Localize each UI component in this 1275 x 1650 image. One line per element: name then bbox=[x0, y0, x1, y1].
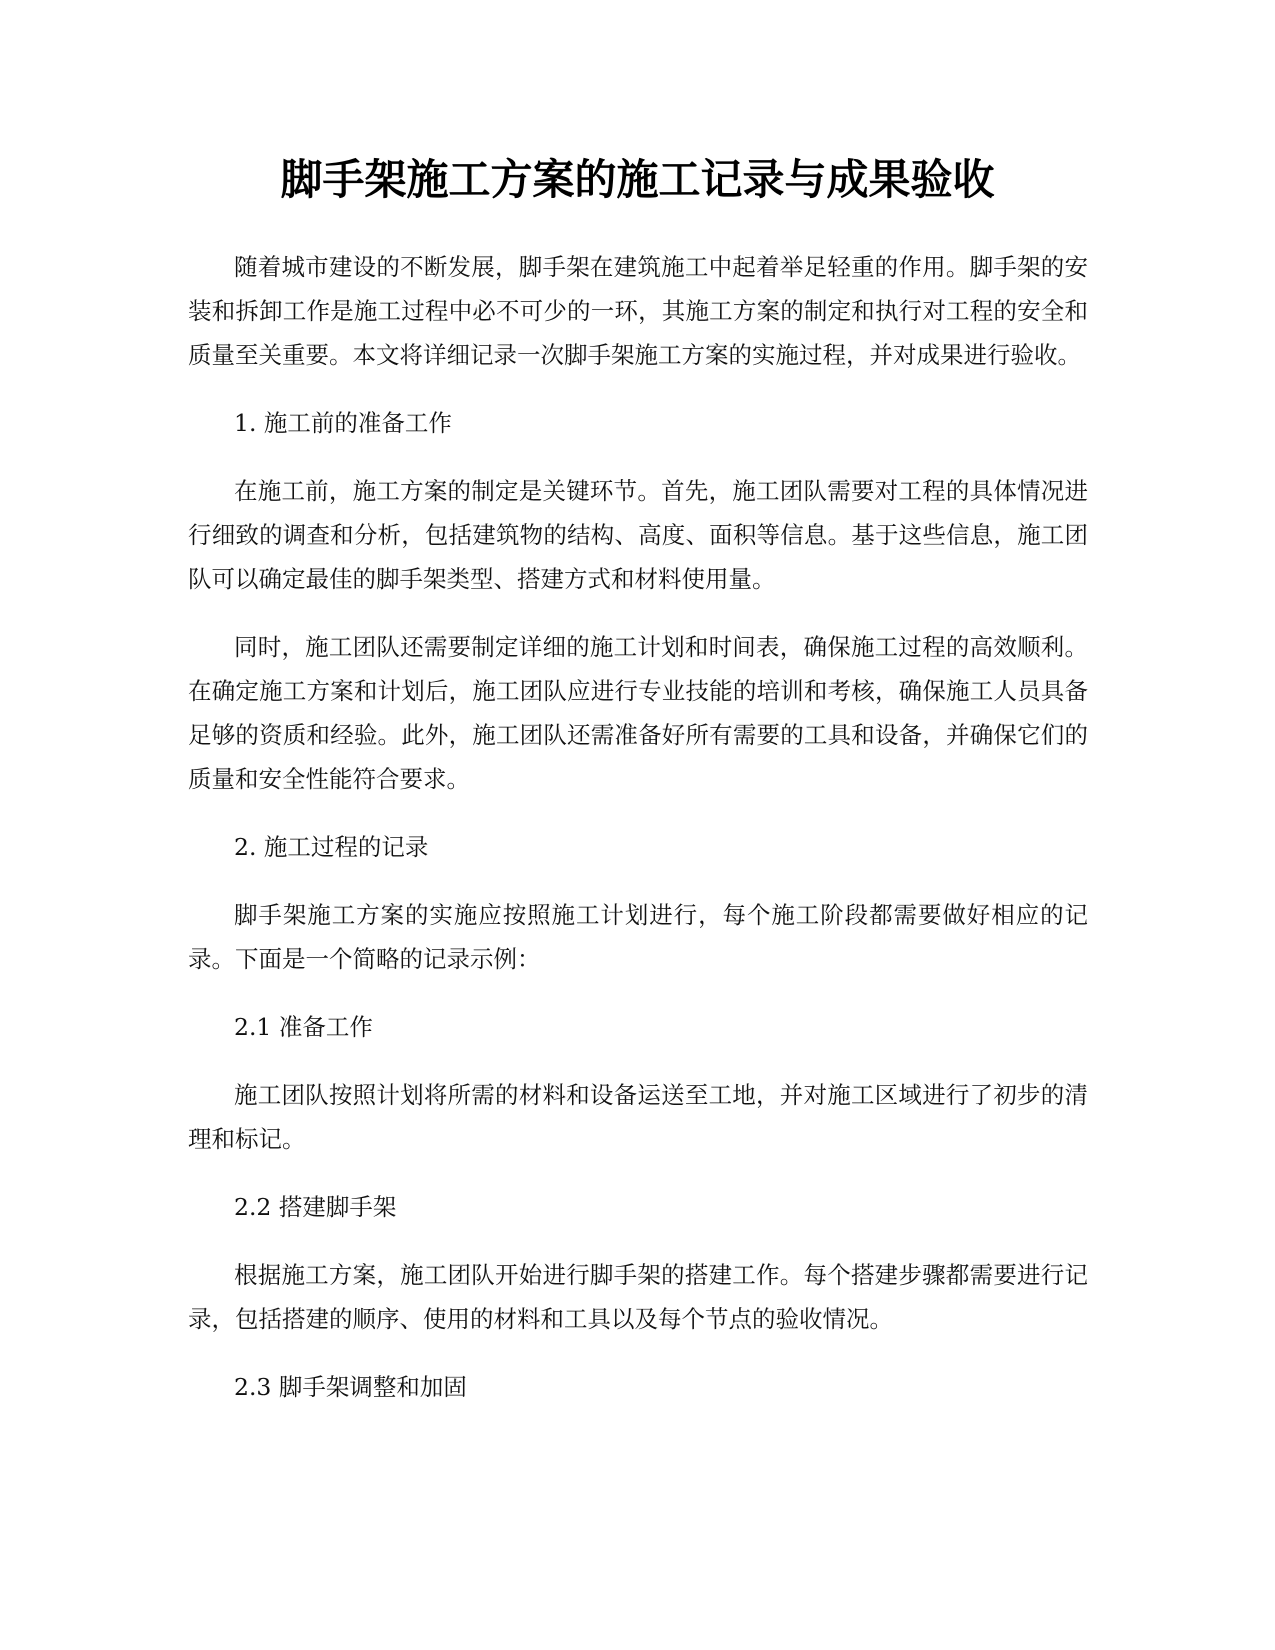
section-heading: 1. 施工前的准备工作 bbox=[234, 409, 452, 437]
section-heading: 2. 施工过程的记录 bbox=[234, 833, 429, 861]
body-paragraph: 根据施工方案，施工团队开始进行脚手架的搭建工作。每个搭建步骤都需要进行记录，包括搭建的顺序、使用的材料和工具以及每个节点的验收情况。 bbox=[188, 1261, 1088, 1333]
document-body bbox=[188, 245, 1088, 1433]
intro-paragraph: 随着城市建设的不断发展，脚手架在建筑施工中起着举足轻重的作用。脚手架的安装和拆卸工作是施工过程中必不可少的一环，其施工方案的制定和执行对工程的安全和质量至关重要。本文将详细记录一次脚手架施工方案的实施过程，并对成果进行验收。 bbox=[188, 253, 1088, 369]
body-paragraph: 施工团队按照计划将所需的材料和设备运送至工地，并对施工区域进行了初步的清理和标记。 bbox=[188, 1081, 1088, 1153]
body-paragraph: 同时，施工团队还需要制定详细的施工计划和时间表，确保施工过程的高效顺利。在确定施工方案和计划后，施工团队应进行专业技能的培训和考核，确保施工人员具备足够的资质和经验。此外，施工团队还需准备好所有需要的工具和设备，并确保它们的质量和安全性能符合要求。 bbox=[188, 633, 1088, 793]
body-paragraph: 在施工前，施工方案的制定是关键环节。首先，施工团队需要对工程的具体情况进行细致的调查和分析，包括建筑物的结构、高度、面积等信息。基于这些信息，施工团队可以确定最佳的脚手架类型、搭建方式和材料使用量。 bbox=[188, 477, 1088, 593]
subsection-heading: 2.3 脚手架调整和加固 bbox=[234, 1373, 467, 1401]
subsection-heading: 2.1 准备工作 bbox=[234, 1013, 373, 1041]
document-title: 脚手架施工方案的施工记录与成果验收 bbox=[280, 155, 995, 204]
body-paragraph: 脚手架施工方案的实施应按照施工计划进行，每个施工阶段都需要做好相应的记录。下面是一个简略的记录示例： bbox=[188, 901, 1088, 973]
subsection-heading: 2.2 搭建脚手架 bbox=[234, 1193, 397, 1221]
